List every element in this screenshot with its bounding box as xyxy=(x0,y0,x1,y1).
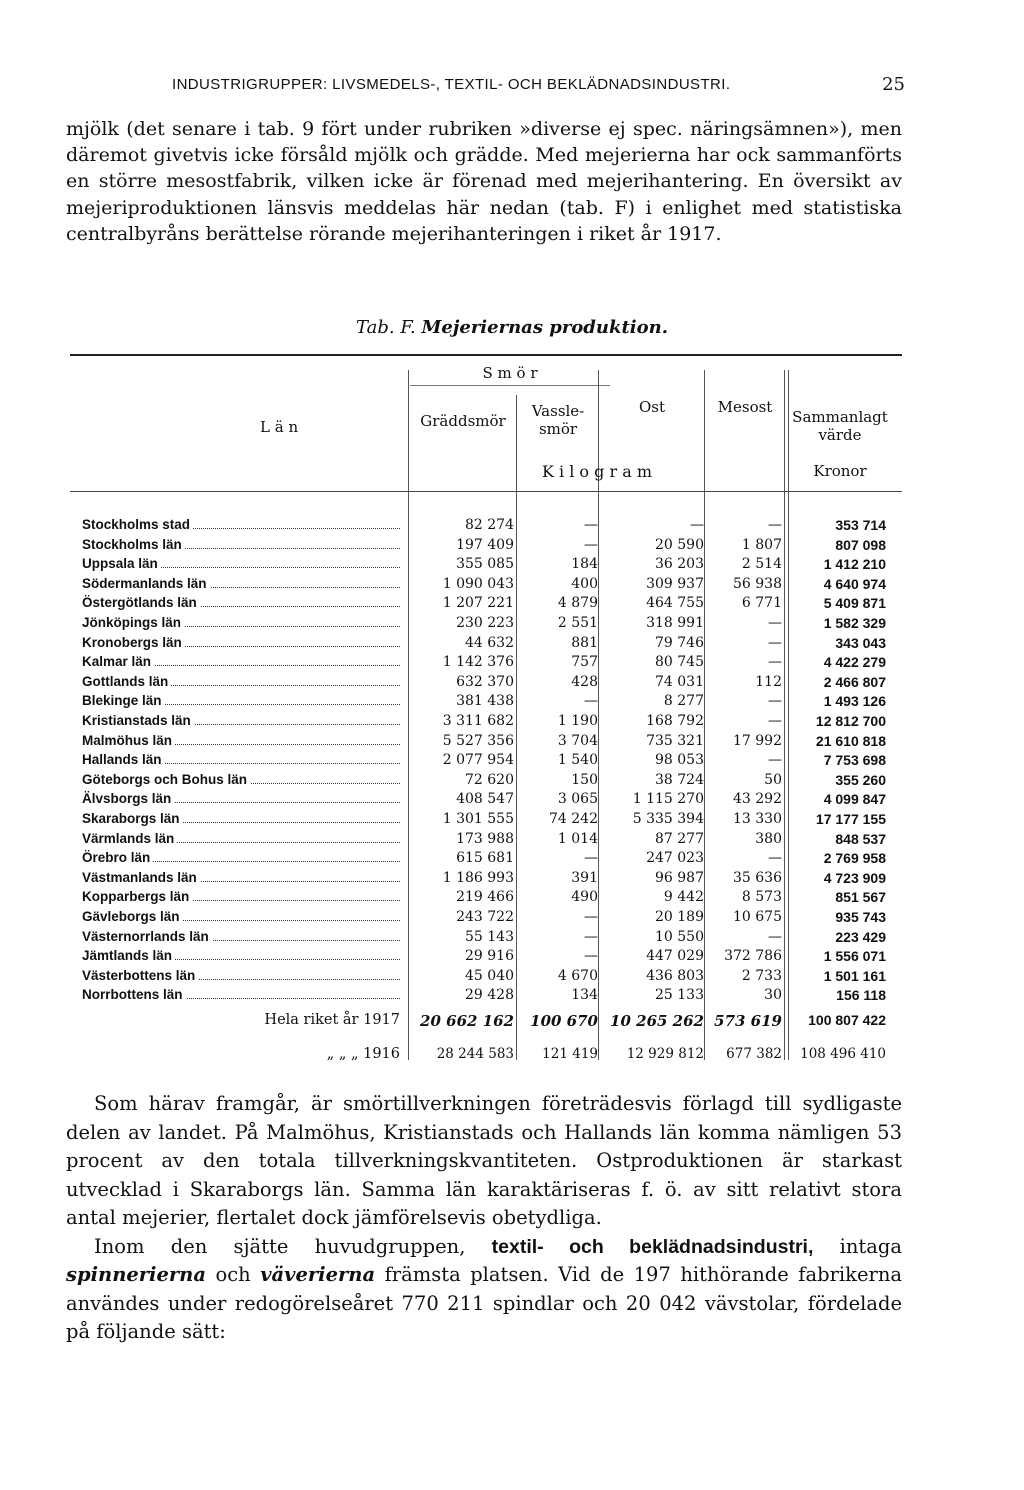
cell-mesost: 17 992 xyxy=(733,732,782,749)
cell-vasslesmor: 150 xyxy=(571,771,598,788)
intro-paragraph xyxy=(66,116,902,247)
total-1916-graddsmor: 28 244 583 xyxy=(436,1046,514,1062)
cell-mesost: 50 xyxy=(764,771,782,788)
cell-ost: 20 189 xyxy=(655,909,704,925)
header-unit-kilogram: K i l o g r a m xyxy=(541,462,653,481)
lan-name: Hallands län xyxy=(82,752,400,767)
paragraph-3 xyxy=(66,1233,902,1347)
cell-mesost: 1 807 xyxy=(741,536,782,553)
cell-mesost: 372 786 xyxy=(724,948,782,965)
cell-vasslesmor: 757 xyxy=(571,654,598,671)
total-1916-label: „ „ „ 1916 xyxy=(326,1046,400,1062)
cell-graddsmor: 72 620 xyxy=(465,771,514,788)
cell-mesost: 13 330 xyxy=(733,811,782,827)
cell-varde: 2 769 958 xyxy=(823,850,886,867)
cell-ost: 10 550 xyxy=(655,928,704,945)
cell-mesost: — xyxy=(768,517,782,533)
cell-vasslesmor: 428 xyxy=(571,673,598,690)
table-row xyxy=(0,968,1024,986)
table-row xyxy=(0,556,1024,574)
cell-varde: 223 429 xyxy=(835,928,886,945)
cell-vasslesmor: — xyxy=(584,948,598,965)
lan-name: Uppsala län xyxy=(82,556,400,571)
page-number: 25 xyxy=(882,74,905,95)
lan-name: Kristianstads län xyxy=(82,713,400,728)
cell-varde: 1 556 071 xyxy=(823,948,886,965)
paragraph-3-italic1: spinnerierna xyxy=(66,1263,206,1286)
cell-vasslesmor: — xyxy=(584,693,598,710)
table-row xyxy=(0,576,1024,594)
table-row xyxy=(0,654,1024,672)
cell-mesost: 43 292 xyxy=(733,791,782,808)
cell-graddsmor: 219 466 xyxy=(456,889,514,906)
cell-mesost: 10 675 xyxy=(733,909,782,925)
lan-name: Kopparbergs län xyxy=(82,889,400,904)
table-row xyxy=(0,831,1024,849)
lan-name: Älvsborgs län xyxy=(82,791,400,806)
cell-graddsmor: 1 186 993 xyxy=(442,869,514,886)
cell-varde: 4 723 909 xyxy=(823,869,886,886)
cell-vasslesmor: 490 xyxy=(571,889,598,906)
lan-name: Västerbottens län xyxy=(82,968,400,983)
table-row xyxy=(0,615,1024,633)
total-1917-graddsmor: 20 662 162 xyxy=(420,1012,514,1030)
cell-varde: 1 501 161 xyxy=(823,967,886,984)
header-lan: L ä n xyxy=(260,418,299,436)
lan-name: Norrbottens län xyxy=(82,987,400,1002)
table-row xyxy=(0,870,1024,888)
cell-graddsmor: 29 916 xyxy=(465,948,514,965)
cell-ost: 36 203 xyxy=(655,556,704,573)
cell-varde: 848 537 xyxy=(835,830,886,847)
table-row xyxy=(0,693,1024,711)
cell-varde: 807 098 xyxy=(835,536,886,553)
cell-ost: 74 031 xyxy=(655,673,704,690)
table-row xyxy=(0,948,1024,966)
cell-graddsmor: 44 632 xyxy=(465,634,514,651)
cell-mesost: — xyxy=(768,615,782,631)
cell-mesost: 35 636 xyxy=(733,869,782,886)
cell-vasslesmor: 1 190 xyxy=(557,713,598,729)
cell-varde: 21 610 818 xyxy=(815,732,886,749)
table-row xyxy=(0,733,1024,751)
table-row xyxy=(0,909,1024,927)
cell-ost: 447 029 xyxy=(646,948,704,965)
cell-mesost: 2 514 xyxy=(741,556,782,573)
paragraph-3-bold: textil- och beklädnadsindustri, xyxy=(491,1235,814,1258)
lan-name: Göteborgs och Bohus län xyxy=(82,772,400,787)
header-vasslesmor xyxy=(518,402,598,438)
total-1916-varde: 108 496 410 xyxy=(800,1046,886,1062)
table-row xyxy=(0,929,1024,947)
cell-vasslesmor: 134 xyxy=(571,987,598,1004)
cell-graddsmor: 355 085 xyxy=(456,556,514,573)
cell-mesost: — xyxy=(768,928,782,945)
cell-graddsmor: 5 527 356 xyxy=(442,732,514,749)
cell-varde: 17 177 155 xyxy=(815,811,886,827)
paragraph-3-start: Inom den sjätte huvudgruppen, xyxy=(94,1234,466,1258)
cell-ost: 247 023 xyxy=(646,850,704,867)
cell-vasslesmor: 1 014 xyxy=(557,830,598,847)
table-row xyxy=(0,850,1024,868)
header-sammanlagt xyxy=(788,408,892,444)
paragraph-3-mid2: och xyxy=(215,1263,251,1286)
table-caption-title: Mejeriernas produktion. xyxy=(421,317,668,338)
cell-graddsmor: 173 988 xyxy=(456,830,514,847)
intro-text: mjölk (det senare i tab. 9 fört under rubriken »diverse ej spec. näringsämnen»), men däremot givetvis icke försåld mjölk och grädde. Med mejerierna har ock sammanförts en större mesostfabrik, vilken icke är förenad med mejerihantering. En översikt av mejeriproduktionen länsvis meddelas här nedan (tab. F) i enlighet med statistiska centralbyråns berättelse rörande mejerihanteringen i riket år 1917. xyxy=(66,118,902,245)
cell-graddsmor: 1 301 555 xyxy=(442,811,514,827)
table-top-rule xyxy=(70,354,902,356)
cell-graddsmor: 2 077 954 xyxy=(442,752,514,769)
cell-ost: 464 755 xyxy=(646,595,704,612)
cell-ost: 79 746 xyxy=(655,634,704,651)
cell-ost: 5 335 394 xyxy=(632,811,704,827)
cell-varde: 353 714 xyxy=(835,517,886,533)
cell-vasslesmor: — xyxy=(584,928,598,945)
cell-ost: 38 724 xyxy=(655,771,704,788)
cell-varde: 4 640 974 xyxy=(823,575,886,592)
total-1916-mesost: 677 382 xyxy=(726,1046,782,1062)
lan-name: Jönköpings län xyxy=(82,615,400,630)
header-sammanlagt-line2: värde xyxy=(818,426,862,444)
cell-varde: 1 582 329 xyxy=(823,615,886,631)
cell-graddsmor: 632 370 xyxy=(456,673,514,690)
cell-graddsmor: 197 409 xyxy=(456,536,514,553)
cell-mesost: — xyxy=(768,850,782,867)
table-row xyxy=(0,772,1024,790)
cell-vasslesmor: 2 551 xyxy=(557,615,598,631)
table-caption xyxy=(0,317,1024,338)
cell-ost: — xyxy=(690,517,704,533)
cell-mesost: — xyxy=(768,654,782,671)
header-mesost: Mesost xyxy=(717,398,773,416)
cell-vasslesmor: 1 540 xyxy=(557,752,598,769)
lan-name: Östergötlands län xyxy=(82,595,400,610)
lan-name: Gävleborgs län xyxy=(82,909,400,924)
cell-vasslesmor: 3 065 xyxy=(557,791,598,808)
paragraph-3-mid1: intaga xyxy=(839,1234,902,1258)
table-row xyxy=(0,791,1024,809)
header-title: INDUSTRIGRUPPER: LIVSMEDELS-, TEXTIL- OCH BEKLÄDNADSINDUSTRI. xyxy=(172,76,731,93)
table-row xyxy=(0,889,1024,907)
cell-ost: 96 987 xyxy=(655,869,704,886)
total-row-1916 xyxy=(0,1046,1024,1068)
cell-graddsmor: 3 311 682 xyxy=(442,713,514,729)
cell-vasslesmor: 400 xyxy=(571,575,598,592)
cell-ost: 87 277 xyxy=(655,830,704,847)
cell-vasslesmor: — xyxy=(584,536,598,553)
cell-ost: 309 937 xyxy=(646,575,704,592)
running-header xyxy=(172,76,905,98)
cell-varde: 1 412 210 xyxy=(823,556,886,573)
total-1917-mesost: 573 619 xyxy=(714,1012,782,1030)
cell-mesost: 56 938 xyxy=(733,575,782,592)
total-1917-varde: 100 807 422 xyxy=(808,1012,886,1028)
table-header-rule xyxy=(70,491,902,492)
cell-varde: 1 493 126 xyxy=(823,693,886,710)
table-row xyxy=(0,517,1024,535)
cell-ost: 168 792 xyxy=(646,713,704,729)
lan-name: Gottlands län xyxy=(82,674,400,689)
cell-mesost: 30 xyxy=(764,987,782,1004)
lan-name: Blekinge län xyxy=(82,693,400,708)
cell-varde: 935 743 xyxy=(835,909,886,925)
header-ost: Ost xyxy=(638,398,666,416)
cell-varde: 851 567 xyxy=(835,889,886,906)
cell-graddsmor: 29 428 xyxy=(465,987,514,1004)
cell-ost: 98 053 xyxy=(655,752,704,769)
cell-graddsmor: 381 438 xyxy=(456,693,514,710)
header-vasslesmor-line2: smör xyxy=(538,420,578,438)
cell-varde: 7 753 698 xyxy=(823,752,886,769)
cell-varde: 12 812 700 xyxy=(815,713,886,729)
paragraph-3-end: främsta platsen. Vid de 197 hithörande fabrikerna användes under redogörelseåret 770 211 spindlar och 20 042 vävstolar, fördelade på följande sätt: xyxy=(66,1263,903,1343)
cell-ost: 80 745 xyxy=(655,654,704,671)
cell-vasslesmor: 3 704 xyxy=(557,732,598,749)
cell-mesost: — xyxy=(768,752,782,769)
table-row xyxy=(0,635,1024,653)
table-row xyxy=(0,595,1024,613)
table-row xyxy=(0,713,1024,731)
cell-graddsmor: 615 681 xyxy=(456,850,514,867)
total-1917-label: Hela riket år 1917 xyxy=(264,1012,400,1028)
header-smor: S m ö r xyxy=(482,364,538,382)
cell-varde: 4 422 279 xyxy=(823,654,886,671)
cell-mesost: — xyxy=(768,693,782,710)
cell-varde: 343 043 xyxy=(835,634,886,651)
cell-graddsmor: 55 143 xyxy=(465,928,514,945)
table-caption-prefix: Tab. F. xyxy=(356,317,416,338)
cell-graddsmor: 408 547 xyxy=(456,791,514,808)
cell-varde: 4 099 847 xyxy=(823,791,886,808)
header-vasslesmor-line1: Vassle- xyxy=(531,402,585,420)
cell-ost: 25 133 xyxy=(655,987,704,1004)
total-1917-vasslesmor: 100 670 xyxy=(530,1012,598,1030)
cell-ost: 436 803 xyxy=(646,967,704,984)
table-row xyxy=(0,537,1024,555)
cell-ost: 9 442 xyxy=(663,889,704,906)
cell-ost: 8 277 xyxy=(663,693,704,710)
table-row xyxy=(0,987,1024,1005)
cell-graddsmor: 1 142 376 xyxy=(442,654,514,671)
total-1916-ost: 12 929 812 xyxy=(626,1046,704,1062)
cell-vasslesmor: 881 xyxy=(571,634,598,651)
header-unit-kronor: Kronor xyxy=(813,462,867,480)
cell-graddsmor: 82 274 xyxy=(465,517,514,533)
lan-name: Västmanlands län xyxy=(82,870,400,885)
smor-underline xyxy=(410,385,610,386)
table-row xyxy=(0,752,1024,770)
cell-vasslesmor: 4 670 xyxy=(557,967,598,984)
cell-vasslesmor: — xyxy=(584,517,598,533)
cell-ost: 735 321 xyxy=(646,732,704,749)
table-row xyxy=(0,674,1024,692)
cell-mesost: — xyxy=(768,713,782,729)
cell-graddsmor: 1 090 043 xyxy=(442,575,514,592)
cell-graddsmor: 45 040 xyxy=(465,967,514,984)
cell-graddsmor: 243 722 xyxy=(456,909,514,925)
total-1916-vasslesmor: 121 419 xyxy=(542,1046,598,1062)
cell-graddsmor: 1 207 221 xyxy=(442,595,514,612)
table-row xyxy=(0,811,1024,829)
lan-name: Kronobergs län xyxy=(82,635,400,650)
header-graddsmor: Gräddsmör xyxy=(420,412,506,430)
cell-vasslesmor: — xyxy=(584,909,598,925)
lan-name: Kalmar län xyxy=(82,654,400,669)
cell-vasslesmor: 184 xyxy=(571,556,598,573)
lan-name: Stockholms län xyxy=(82,537,400,552)
lan-name: Södermanlands län xyxy=(82,576,400,591)
paragraph-3-italic2: väverierna xyxy=(260,1263,376,1286)
cell-vasslesmor: 4 879 xyxy=(557,595,598,612)
cell-vasslesmor: 391 xyxy=(571,869,598,886)
paragraph-2 xyxy=(66,1090,902,1347)
lan-name: Jämtlands län xyxy=(82,948,400,963)
cell-varde: 5 409 871 xyxy=(823,595,886,612)
cell-mesost: 2 733 xyxy=(741,967,782,984)
lan-name: Västernorrlands län xyxy=(82,929,400,944)
cell-ost: 1 115 270 xyxy=(632,791,704,808)
cell-varde: 2 466 807 xyxy=(823,673,886,690)
paragraph-2-text: Som härav framgår, är smörtillverkningen företrädesvis förlagd till sydligaste delen av landet. På Malmöhus, Kristianstads och Hallands län komma nämligen 53 procent av den totala tillverkningskvantiteten. Ostproduktionen är starkast utvecklad i Skaraborgs län. Samma län karaktäriseras f. ö. av sitt relativt stora antal mejerier, flertalet dock jämförelsevis obetydliga. xyxy=(66,1092,902,1229)
cell-graddsmor: 230 223 xyxy=(456,615,514,631)
cell-mesost: 8 573 xyxy=(741,889,782,906)
header-sammanlagt-line1: Sammanlagt xyxy=(792,408,888,426)
lan-name: Stockholms stad xyxy=(82,517,400,532)
total-1917-ost: 10 265 262 xyxy=(610,1012,704,1030)
cell-vasslesmor: — xyxy=(584,850,598,867)
cell-varde: 355 260 xyxy=(835,771,886,788)
lan-name: Örebro län xyxy=(82,850,400,865)
cell-ost: 20 590 xyxy=(655,536,704,553)
cell-mesost: 6 771 xyxy=(741,595,782,612)
cell-mesost: 112 xyxy=(755,673,782,690)
cell-vasslesmor: 74 242 xyxy=(549,811,598,827)
lan-name: Malmöhus län xyxy=(82,733,400,748)
lan-name: Värmlands län xyxy=(82,831,400,846)
cell-mesost: 380 xyxy=(755,830,782,847)
cell-varde: 156 118 xyxy=(836,987,886,1004)
total-row-1917 xyxy=(0,1012,1024,1034)
lan-name: Skaraborgs län xyxy=(82,811,400,826)
cell-mesost: — xyxy=(768,634,782,651)
cell-ost: 318 991 xyxy=(646,615,704,631)
